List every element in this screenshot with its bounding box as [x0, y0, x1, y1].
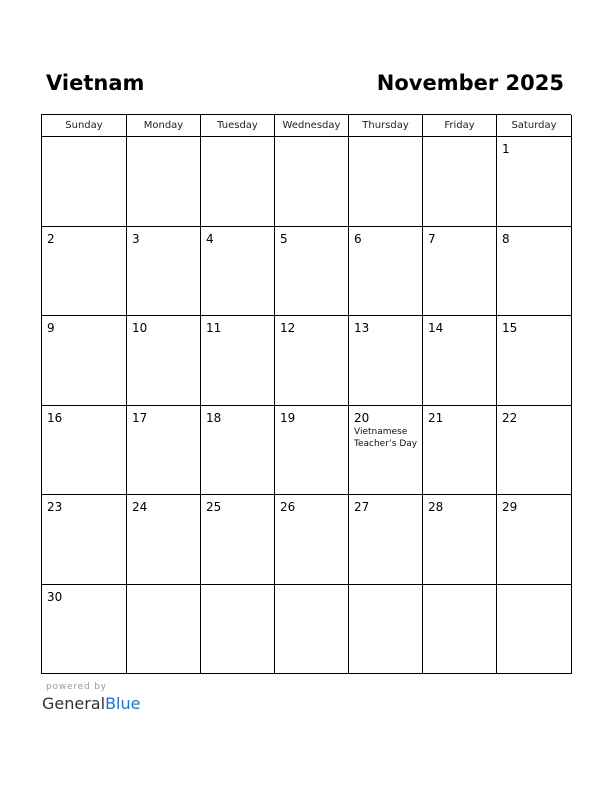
day-cell-28	[423, 495, 497, 585]
day-cell-9	[42, 316, 127, 406]
day-number: 16	[47, 410, 63, 425]
day-cell-30	[42, 585, 127, 675]
day-number: 15	[502, 321, 518, 335]
calendar-grid	[41, 114, 571, 674]
weekday-header-sunday: Sunday	[42, 115, 127, 137]
day-cell-6	[349, 227, 423, 317]
day-number: 1	[502, 142, 510, 156]
weekday-header-monday: Monday	[127, 115, 201, 137]
day-cell-20	[349, 406, 423, 496]
empty-day-cell	[275, 137, 349, 227]
empty-day-cell	[423, 137, 497, 227]
empty-day-cell	[349, 137, 423, 227]
empty-day-cell	[423, 585, 497, 675]
day-number: 18	[206, 410, 222, 425]
empty-day-cell	[349, 585, 423, 675]
brand-general-text: General	[42, 694, 106, 713]
country-title: Vietnam	[46, 71, 145, 95]
weekday-header-saturday: Saturday	[497, 115, 572, 137]
empty-day-cell	[201, 585, 275, 675]
day-cell-23	[42, 495, 127, 585]
day-cell-4	[201, 227, 275, 317]
day-cell-19	[275, 406, 349, 496]
day-cell-24	[127, 495, 201, 585]
day-number: 14	[428, 321, 444, 335]
day-cell-10	[127, 316, 201, 406]
month-title: November 2025	[376, 71, 564, 95]
day-number: 19	[280, 410, 296, 425]
day-number: 9	[47, 321, 55, 335]
generalblue-logo[interactable]	[42, 694, 140, 714]
empty-day-cell	[201, 137, 275, 227]
day-number: 20	[354, 410, 370, 425]
day-number: 13	[354, 321, 370, 335]
day-number: 2	[47, 231, 55, 246]
day-number: 6	[354, 231, 362, 246]
day-number: 5	[280, 231, 288, 246]
day-number: 24	[132, 500, 148, 514]
day-cell-26	[275, 495, 349, 585]
powered-by-text: powered by	[46, 682, 107, 692]
day-cell-17	[127, 406, 201, 496]
day-number: 27	[354, 500, 370, 514]
day-cell-21	[423, 406, 497, 496]
day-number: 22	[502, 410, 518, 425]
day-number: 30	[47, 589, 63, 604]
weekday-header-thursday: Thursday	[349, 115, 423, 137]
day-cell-5	[275, 227, 349, 317]
day-number: 11	[206, 321, 222, 335]
day-number: 12	[280, 321, 296, 335]
day-number: 21	[428, 410, 444, 425]
day-cell-25	[201, 495, 275, 585]
day-cell-18	[201, 406, 275, 496]
day-cell-13	[349, 316, 423, 406]
day-number: 10	[132, 321, 148, 335]
empty-day-cell	[127, 585, 201, 675]
day-number: 26	[280, 500, 296, 514]
day-number: 4	[206, 231, 214, 246]
day-cell-2	[42, 227, 127, 317]
weekday-header-friday: Friday	[423, 115, 497, 137]
empty-day-cell	[275, 585, 349, 675]
empty-day-cell	[127, 137, 201, 227]
day-cell-8	[497, 227, 572, 317]
day-cell-29	[497, 495, 572, 585]
day-cell-7	[423, 227, 497, 317]
day-cell-11	[201, 316, 275, 406]
brand-blue-text: Blue	[105, 694, 141, 713]
holiday-label: Vietnamese Teacher’s Day	[354, 426, 418, 449]
day-cell-27	[349, 495, 423, 585]
empty-day-cell	[42, 137, 127, 227]
day-number: 8	[502, 231, 510, 246]
day-cell-14	[423, 316, 497, 406]
day-number: 3	[132, 231, 140, 246]
day-number: 17	[132, 410, 148, 425]
day-number: 29	[502, 500, 518, 514]
day-cell-15	[497, 316, 572, 406]
empty-day-cell	[497, 585, 572, 675]
day-number: 28	[428, 500, 444, 514]
day-number: 23	[47, 500, 63, 514]
day-cell-3	[127, 227, 201, 317]
day-cell-12	[275, 316, 349, 406]
day-cell-16	[42, 406, 127, 496]
day-cell-1	[497, 137, 572, 227]
weekday-header-tuesday: Tuesday	[201, 115, 275, 137]
weekday-header-wednesday: Wednesday	[275, 115, 349, 137]
day-cell-22	[497, 406, 572, 496]
day-number: 25	[206, 500, 222, 514]
day-number: 7	[428, 231, 436, 246]
